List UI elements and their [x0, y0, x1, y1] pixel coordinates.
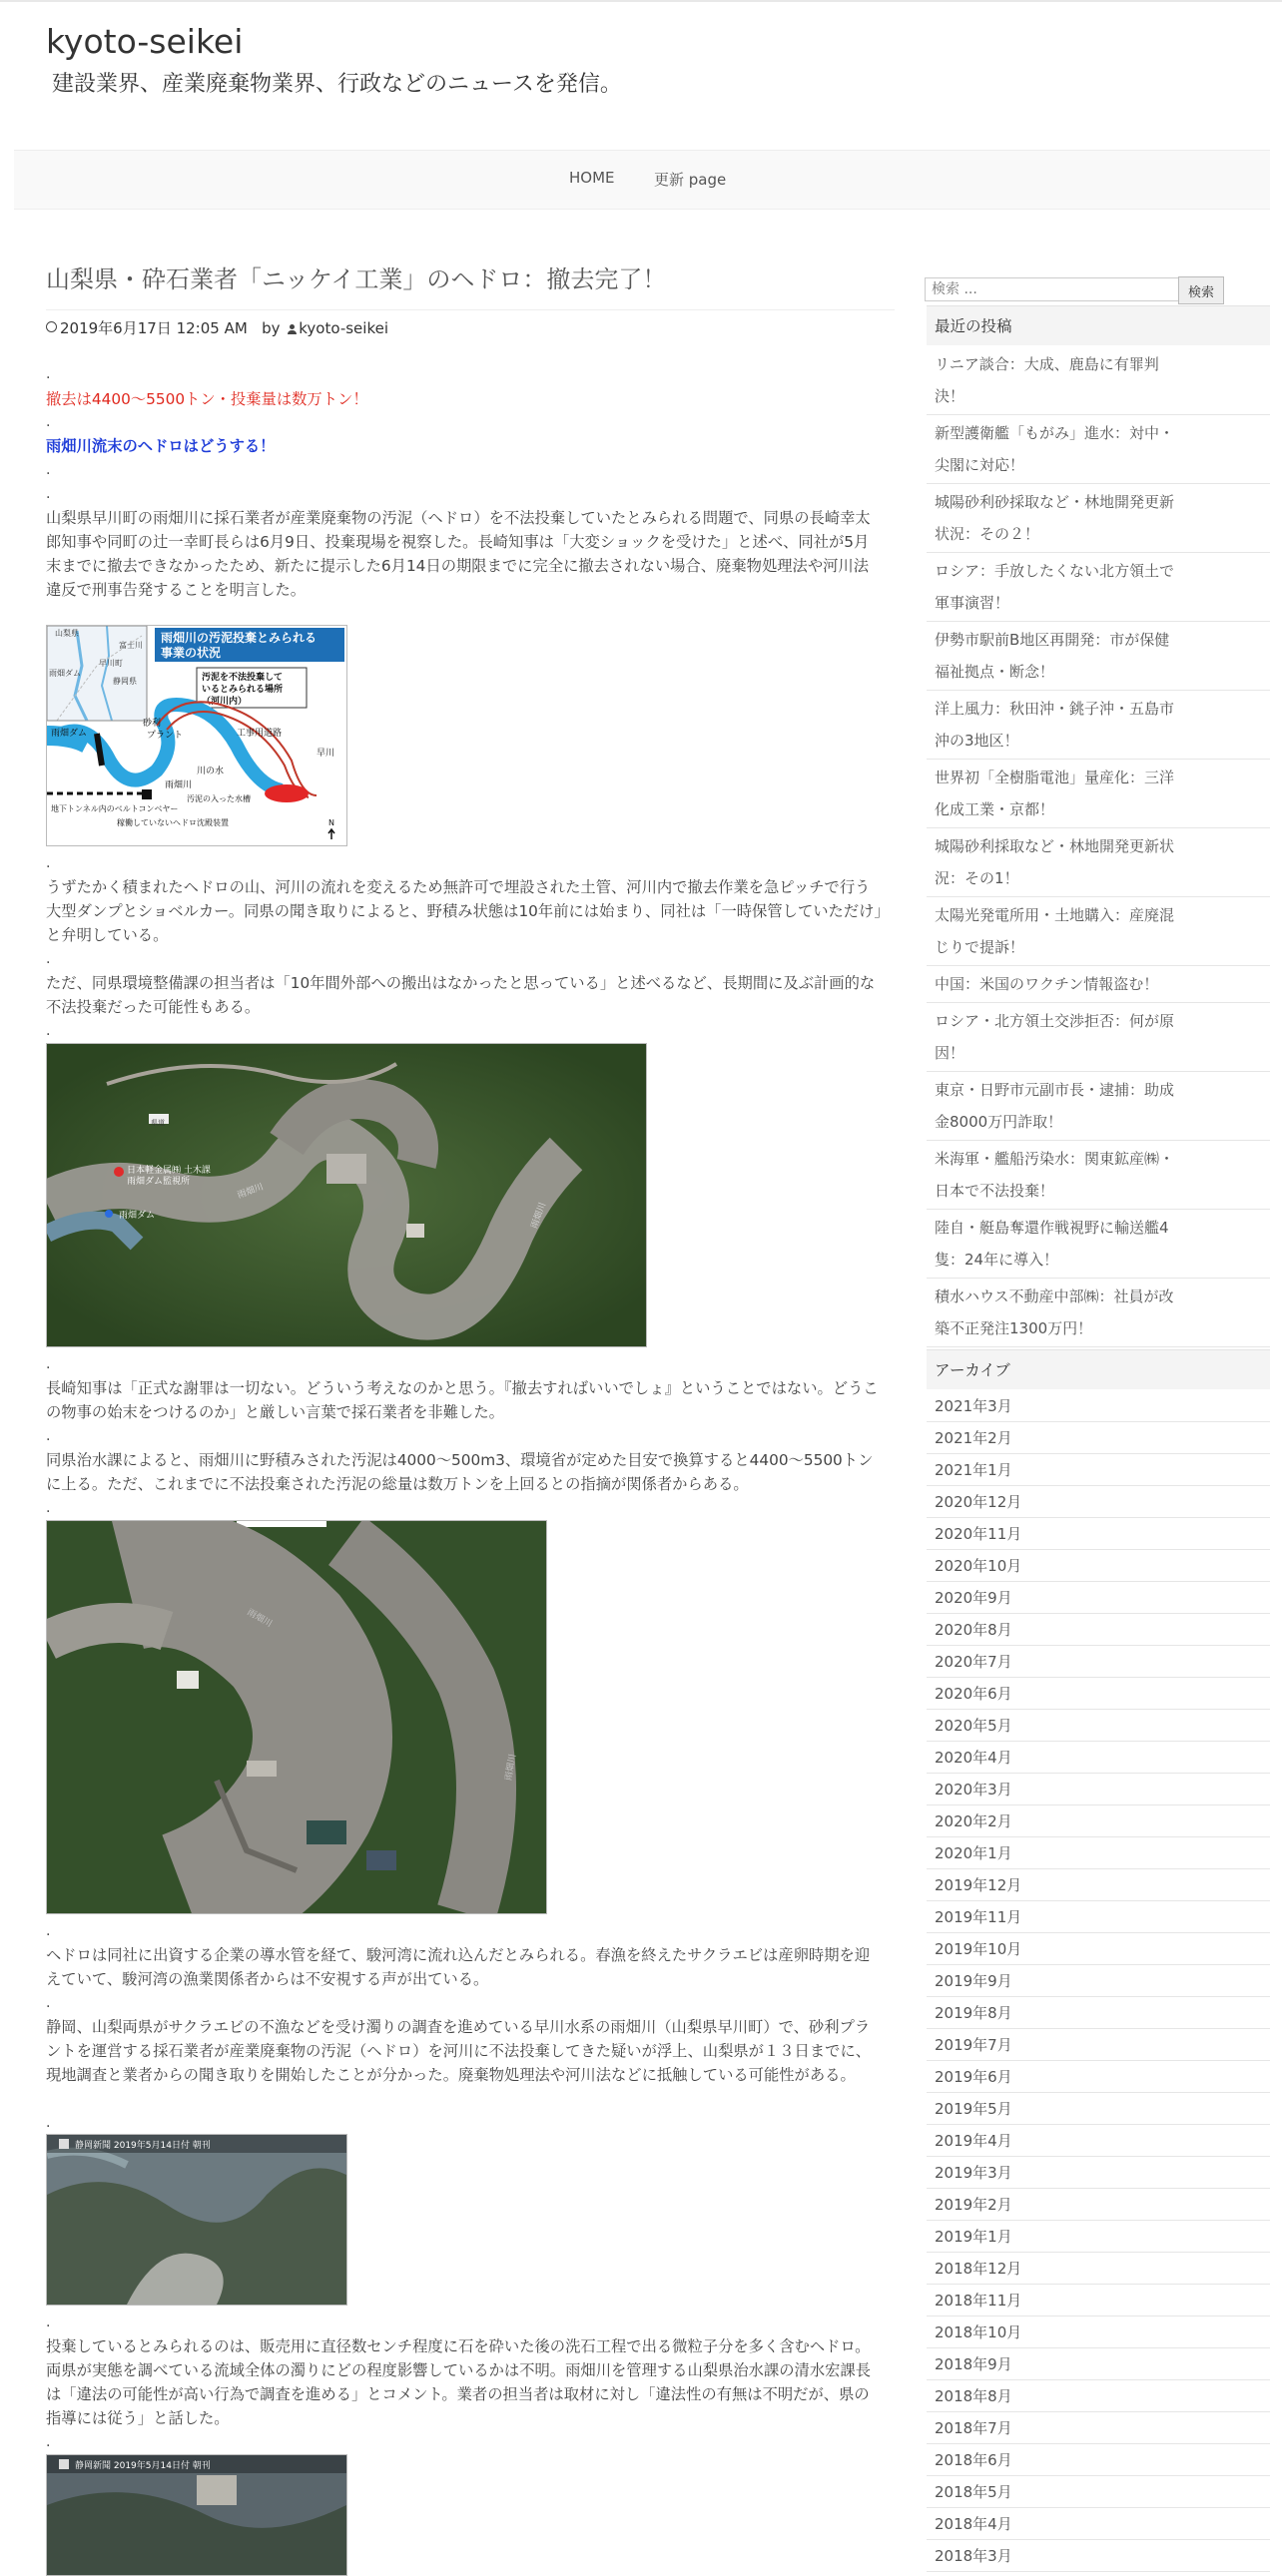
aerial-photo-2 [46, 1520, 547, 1914]
archive-item [927, 1646, 1270, 1678]
recent-post-item [927, 897, 1270, 966]
archive-item [927, 1454, 1270, 1486]
archive-link[interactable]: 2019年5月 [935, 2100, 1012, 2118]
article-paragraph: うずたかく積まれたヘドロの山、河川の流れを変えるため無許可で埋設された土管、河川内で撤去作業を急ピッチで行う大型ダンプとショベルカー。同県の聞き取りによると、野積み状態は10年前には始まり、同社は「一時保管していただけ」と弁明している。 [46, 878, 883, 944]
archive-item [927, 2348, 1270, 2380]
recent-post-item [927, 346, 1270, 415]
map-label-dam: 雨畑ダム [51, 729, 88, 739]
archive-item [927, 1901, 1270, 1933]
dot-separator: . [46, 1923, 51, 1939]
recent-post-link[interactable]: 新型護衛艦「もがみ」進水：対中・尖閣に対応！ [935, 424, 1175, 474]
aerial2-label-river: 雨畑川 [245, 1607, 274, 1630]
archive-item [927, 1869, 1270, 1901]
article-paragraph: ヘドロは同社に出資する企業の導水管を経て、駿河湾に流れ込んだとみられる。春漁を終えたサクラエビは産卵時期を迎えていて、駿河湾の漁業関係者からは不安視する声が出ている。 [46, 1946, 871, 1988]
recent-post-link[interactable]: 陸自・艇島奪還作戦視野に輸送艦4隻：24年に導入！ [935, 1219, 1169, 1269]
recent-post-link[interactable]: 城陽砂利採取など・林地開発更新状況：その1！ [935, 837, 1175, 887]
dot-separator: . [46, 2315, 51, 2330]
archive-item [927, 1837, 1270, 1869]
recent-post-item [927, 1141, 1270, 1210]
recent-post-link[interactable]: 世界初「全樹脂電池」量産化：三洋化成工業・京都！ [935, 769, 1175, 818]
user-icon [288, 324, 297, 334]
archive-link[interactable]: 2019年4月 [935, 2132, 1012, 2150]
archive-item [927, 2093, 1270, 2125]
article-paragraph: 長崎知事は「正式な謝罪は一切ない。どういう考えなのかと思う。『撤去すればいいでしょ』ということではない。どうこの物事の始末をつけるのか」と厳しい言葉で採石業者を非難した。 [46, 1379, 879, 1421]
map-label-shizuoka: 静岡県 [113, 677, 137, 686]
archive-item [927, 2317, 1270, 2348]
dot-separator: . [46, 951, 51, 967]
map-title-line2: 事業の状況 [161, 646, 222, 660]
dot-separator: . [46, 2434, 51, 2450]
archive-link[interactable]: 2018年12月 [935, 2260, 1022, 2278]
recent-post-link[interactable]: 東京・日野市元副市長・逮捕：助成金8000万円詐取！ [935, 1081, 1175, 1131]
archive-link[interactable]: 2019年8月 [935, 2004, 1012, 2022]
archive-link[interactable]: 2019年7月 [935, 2036, 1012, 2054]
archive-item [927, 1933, 1270, 1965]
dot-separator: . [46, 414, 51, 430]
recent-post-item [927, 1210, 1270, 1279]
recent-post-item [927, 828, 1270, 897]
post-date[interactable]: 2019年6月17日 12:05 AM [60, 319, 248, 337]
by-label: by [262, 319, 281, 337]
aerial2-label-river: 雨畑川 [503, 1753, 519, 1782]
dot-separator: . [46, 1995, 51, 2011]
recent-post-link[interactable]: 積水ハウス不動産中部㈱：社員が改築不正発注1300万円！ [935, 1288, 1174, 1337]
dot-separator: . [46, 855, 51, 871]
site-tagline: 建設業界、産業廃棄物業界、行政などのニュースを発信。 [52, 72, 622, 97]
archive-link[interactable]: 2021年1月 [935, 1461, 1012, 1479]
search-button[interactable]: 検索 [1178, 276, 1224, 304]
recent-posts-title: 最近の投稿 [927, 305, 1270, 345]
map-label-river-water: 川の水 [197, 767, 225, 776]
archive-item [927, 2189, 1270, 2221]
archive-title: アーカイブ [927, 1349, 1270, 1389]
nav-update-page[interactable]: 更新 page [654, 171, 727, 189]
archive-link[interactable]: 2019年12月 [935, 1876, 1022, 1894]
archive-item [927, 1390, 1270, 1422]
top-border [0, 0, 1282, 2]
recent-post-item [927, 966, 1270, 1003]
archive-list [927, 1390, 1270, 2572]
archive-link[interactable]: 2018年8月 [935, 2387, 1012, 2405]
archive-item [927, 1486, 1270, 1518]
recent-post-item [927, 691, 1270, 760]
map-label-fujikawa: 富士川 [119, 641, 143, 650]
dot-separator: . [46, 1023, 51, 1039]
aerial1-label-dam: 雨畑ダム [119, 1211, 156, 1221]
archive-link[interactable]: 2020年12月 [935, 1493, 1022, 1511]
post-author[interactable]: kyoto-seikei [299, 319, 388, 337]
map-label-hayakawa: 早川町 [99, 659, 123, 668]
archive-item [927, 2029, 1270, 2061]
recent-post-item [927, 622, 1270, 691]
archive-item [927, 1614, 1270, 1646]
recent-post-item [927, 484, 1270, 553]
archive-link[interactable]: 2018年7月 [935, 2419, 1012, 2437]
highlight-red: 撤去は4400～5500トン・投棄量は数万トン！ [46, 390, 368, 408]
archive-item [927, 1582, 1270, 1614]
map-callout-line1: 汚泥を不法投棄して [202, 673, 284, 683]
article-paragraph: ただ、同県環境整備課の担当者は「10年間外部への搬出はなかったと思っている」と述べるなど、長期間に及ぶ計画的な不法投棄だった可能性もある。 [46, 974, 876, 1016]
archive-item [927, 2125, 1270, 2157]
recent-post-item [927, 415, 1270, 484]
archive-link[interactable]: 2018年4月 [935, 2515, 1012, 2533]
article-paragraph: 投棄しているとみられるのは、販売用に直径数センチ程度に石を砕いた後の洗石工程で出る微粒子分を多く含むヘドロ。両県が実態を調べている流域全体の濁りにどの程度影響しているかは不明。雨畑川を管理する山梨県治水課の清水宏課長は「違法の可能性が高い行為で調査を進める」とコメント。業者の担当者は取材に対し「違法性の有無は不明だが、県の指導には従う」と話した。 [46, 2337, 872, 2427]
recent-post-link[interactable]: ロシア・北方領土交渉拒否：何が原因！ [935, 1012, 1175, 1062]
archive-item [927, 1997, 1270, 2029]
aerial1-label-river: 雨畑川 [236, 1182, 266, 1202]
aerial1-label-river: 雨畑川 [529, 1201, 549, 1231]
dot-separator: . [46, 2115, 51, 2131]
archive-link[interactable]: 2020年3月 [935, 1781, 1012, 1799]
newspaper-photo-1 [46, 2134, 347, 2306]
post-title: 山梨県・砕石業者「ニッケイ工業」のヘドロ：撤去完了！ [46, 265, 667, 293]
archive-link[interactable]: 2018年3月 [935, 2547, 1012, 2565]
dot-separator: . [46, 366, 51, 382]
map-label-plant: プラント [147, 731, 184, 741]
archive-item [927, 2253, 1270, 2285]
nav-home[interactable]: HOME [569, 169, 615, 187]
archive-item [927, 2444, 1270, 2476]
newspaper-photo-2 [46, 2454, 347, 2576]
search-input[interactable] [925, 277, 1188, 301]
dot-separator: . [46, 486, 51, 502]
archive-item [927, 2285, 1270, 2317]
archive-link[interactable]: 2021年2月 [935, 1429, 1012, 1447]
archive-item [927, 2061, 1270, 2093]
archive-link[interactable]: 2020年2月 [935, 1812, 1012, 1830]
recent-post-link[interactable]: 中国：米国のワクチン情報盗む！ [935, 975, 1159, 993]
aerial1-label-office: 日本軽金属㈱ 土木課雨畑ダム監視所 [127, 1166, 211, 1187]
archive-link[interactable]: 2019年10月 [935, 1940, 1022, 1958]
site-title[interactable]: kyoto-seikei [46, 22, 244, 61]
recent-post-item [927, 553, 1270, 622]
recent-post-link[interactable]: ロシア：手放したくない北方領土で軍事演習！ [935, 562, 1175, 612]
recent-post-link[interactable]: 洋上風力：秋田沖・銚子沖・五島市沖の3地区！ [935, 700, 1175, 750]
archive-item [927, 2476, 1270, 2508]
map-label-road: 工事用道路 [237, 729, 283, 739]
map-label-sludge: 汚泥の入った水槽 [187, 794, 251, 803]
archive-link[interactable]: 2020年8月 [935, 1621, 1012, 1639]
archive-item [927, 1774, 1270, 1805]
recent-post-item [927, 760, 1270, 828]
map-callout-line2: いるとみられる場所 [202, 685, 284, 695]
archive-link[interactable]: 2019年3月 [935, 2164, 1012, 2182]
dot-separator: . [46, 1356, 51, 1372]
archive-link[interactable]: 2018年9月 [935, 2355, 1012, 2373]
archive-link[interactable]: 2020年11月 [935, 1525, 1022, 1543]
photo-caption: 静岡新聞 2019年5月14日付 朝刊 [75, 2461, 211, 2471]
archive-link[interactable]: 2020年9月 [935, 1589, 1012, 1607]
map-label-yamanashi: 山梨県 [55, 629, 79, 638]
archive-link[interactable]: 2020年7月 [935, 1653, 1012, 1671]
archive-item [927, 1965, 1270, 1997]
recent-post-link[interactable]: 米海軍・艦船汚染水：関東鉱産㈱・日本で不法投棄！ [935, 1150, 1175, 1200]
archive-item [927, 2540, 1270, 2572]
map-label-hayakawa-river: 早川 [317, 749, 335, 759]
article-paragraph: 山梨県早川町の雨畑川に採石業者が産業廃棄物の汚泥（ヘドロ）を不法投棄していたとみられる問題で、同県の長崎幸太郎知事や同町の辻一幸町長らは6月9日、投棄現場を視察した。長崎知事は「大変ショックを受けた」と述べ、同社が5月末までに撤去できなかったため、新たに提示した6月14日の期限までに完全に撤去されない場合、廃棄物処理法や河川法違反で刑事告発することを明言した。 [46, 509, 871, 599]
archive-item [927, 1805, 1270, 1837]
archive-link[interactable]: 2019年9月 [935, 1972, 1012, 1990]
archive-link[interactable]: 2018年10月 [935, 2323, 1022, 2341]
archive-link[interactable]: 2019年1月 [935, 2228, 1012, 2246]
archive-link[interactable]: 2020年1月 [935, 1844, 1012, 1862]
archive-link[interactable]: 2019年11月 [935, 1908, 1022, 1926]
archive-item [927, 2380, 1270, 2412]
article-paragraph: 静岡、山梨両県がサクラエビの不漁などを受け濁りの調査を進めている早川水系の雨畑川（山梨県早川町）で、砂利プラントを運営する採石業者が産業廃棄物の汚泥（ヘドロ）を河川に不法投棄してきた疑いが浮上、山梨県が１３日までに、現地調査と業者からの聞き取りを開始したことが分かった。廃棄物処理法や河川法などに抵触している可能性がある。 [46, 2018, 872, 2084]
recent-post-item [927, 1003, 1270, 1072]
map-label-dam-top: 雨畑ダム [49, 669, 81, 678]
map-label-unused: 稼働していないヘドロ沈殿装置 [117, 818, 229, 827]
archive-item [927, 2412, 1270, 2444]
dot-separator: . [46, 1500, 51, 1516]
recent-post-link[interactable]: 城陽砂利砂採取など・林地開発更新状況：その２！ [935, 493, 1175, 543]
archive-link[interactable]: 2018年6月 [935, 2451, 1012, 2469]
archive-link[interactable]: 2020年5月 [935, 1717, 1012, 1735]
title-divider [46, 309, 895, 310]
recent-post-link[interactable]: 伊勢市駅前B地区再開発：市が保健福祉拠点・断念！ [935, 631, 1170, 681]
recent-post-link[interactable]: 太陽光発電所用・土地購入：産廃混じりで提訴！ [935, 906, 1175, 956]
dot-separator: . [46, 1428, 51, 1444]
archive-item [927, 1710, 1270, 1742]
site-map-figure [46, 625, 347, 846]
map-callout-line3: （河川内） [202, 697, 248, 707]
recent-post-link[interactable]: リニア談合：大成、鹿島に有罪判決！ [935, 355, 1159, 405]
recent-post-item [927, 1279, 1270, 1347]
archive-item [927, 1422, 1270, 1454]
highlight-blue: 雨畑川流末のヘドロはどうする！ [46, 437, 276, 455]
archive-link[interactable]: 2019年2月 [935, 2196, 1012, 2214]
photo-caption: 静岡新聞 2019年5月14日付 朝刊 [75, 2141, 211, 2151]
archive-link[interactable]: 2018年11月 [935, 2292, 1022, 2310]
article-paragraph: 同県治水課によると、雨畑川に野積みされた汚泥は4000～500m3、環境省が定めた目安で換算すると4400～5500トンに上る。ただ、これまでに不法投棄された汚泥の総量は数万トンを上回るとの指摘が関係者からある。 [46, 1451, 874, 1493]
archive-link[interactable]: 2021年3月 [935, 1397, 1012, 1415]
aerial1-label-road: 県道 [151, 1119, 165, 1127]
main-navigation [14, 150, 1270, 210]
aerial-photo-1 [46, 1043, 647, 1347]
archive-link[interactable]: 2020年10月 [935, 1557, 1022, 1575]
archive-link[interactable]: 2019年6月 [935, 2068, 1012, 2086]
dot-separator: . [46, 462, 51, 478]
post-meta [46, 317, 388, 339]
map-title-line1: 雨畑川の汚泥投棄とみられる [161, 631, 318, 645]
archive-item [927, 2221, 1270, 2253]
archive-item [927, 2508, 1270, 2540]
map-label-amahata-river: 雨畑川 [165, 780, 193, 790]
archive-item [927, 1678, 1270, 1710]
clock-icon [46, 321, 57, 332]
map-label-tunnel: 地下トンネル内のベルトコンベヤー [51, 804, 179, 813]
map-label-gravel: 砂利 [143, 719, 162, 729]
archive-item [927, 2157, 1270, 2189]
recent-post-item [927, 1072, 1270, 1141]
archive-item [927, 1518, 1270, 1550]
archive-link[interactable]: 2020年4月 [935, 1749, 1012, 1767]
archive-item [927, 1550, 1270, 1582]
archive-link[interactable]: 2020年6月 [935, 1685, 1012, 1703]
archive-link[interactable]: 2018年5月 [935, 2483, 1012, 2501]
north-arrow-label: N [328, 818, 334, 827]
archive-item [927, 1742, 1270, 1774]
recent-posts-list [927, 346, 1270, 1347]
